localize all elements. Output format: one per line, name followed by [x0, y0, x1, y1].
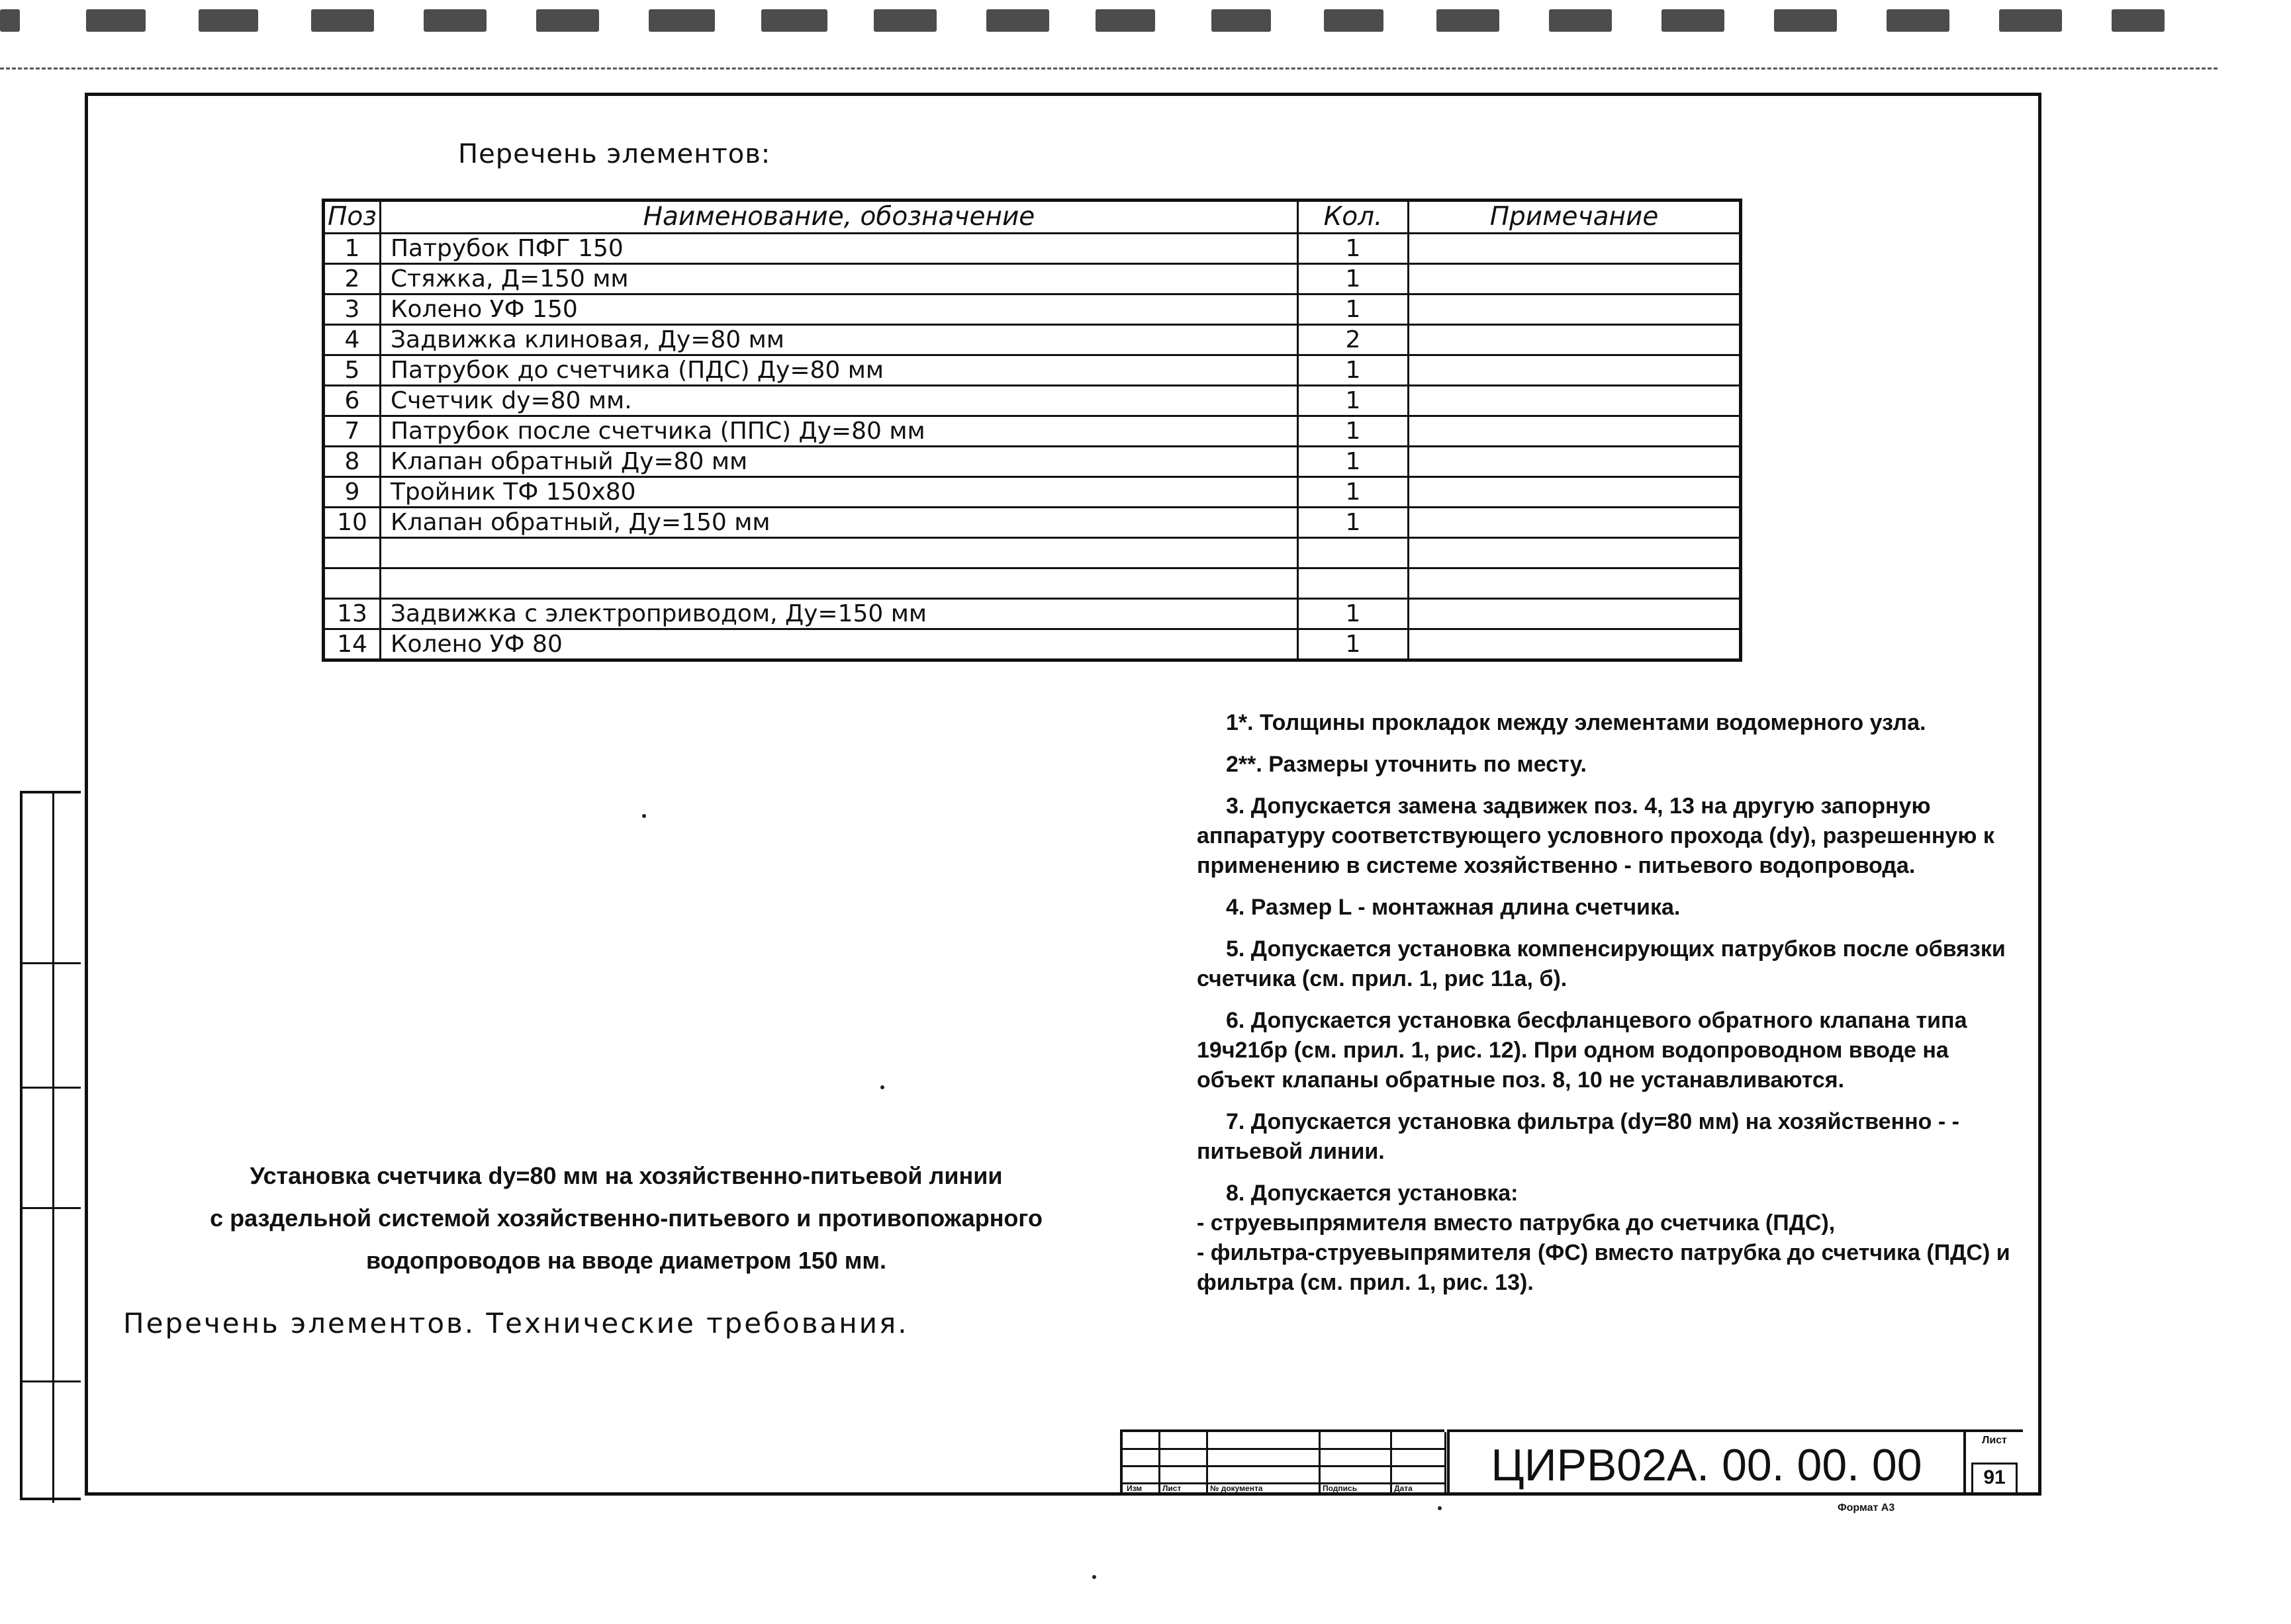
table-row: [324, 508, 1741, 538]
stamp-caption: Дата: [1394, 1484, 1413, 1493]
cell-qty: 1: [1298, 629, 1409, 660]
scan-speck: [1092, 1575, 1096, 1579]
cell-name: Задвижка с электроприводом, Ду=150 мм: [380, 599, 1297, 629]
cell-name: Клапан обратный, Ду=150 мм: [380, 508, 1297, 538]
cell-pos: 13: [324, 599, 381, 629]
cell-pos: 3: [324, 294, 381, 325]
cell-qty: [1298, 538, 1409, 568]
cell-pos: 14: [324, 629, 381, 660]
note-item: 4. Размер L - монтажная длина счетчика.: [1226, 895, 1681, 920]
column-header-name: Наименование, обозначение: [380, 201, 1297, 234]
scan-header-line: [0, 68, 2218, 69]
scan-speck: [1438, 1506, 1442, 1510]
note-item: 2**. Размеры уточнить по месту.: [1226, 752, 1587, 777]
title-line: с раздельной системой хозяйственно-питьевого и противопожарного: [210, 1204, 1043, 1232]
note-item: 7. Допускается установка фильтра (dy=80 мм) на хозяйственно - - питьевой линии.: [1197, 1109, 1959, 1164]
sheet-number-box: [1963, 1429, 2023, 1496]
cell-name: Колено УФ 80: [380, 629, 1297, 660]
scan-speck: [880, 1085, 884, 1089]
elements-table: [322, 199, 1742, 662]
stamp-caption: № документа: [1210, 1484, 1263, 1493]
cell-note: [1409, 234, 1741, 264]
cell-qty: 1: [1298, 477, 1409, 508]
cell-qty: 2: [1298, 325, 1409, 355]
cell-qty: 1: [1298, 416, 1409, 447]
cell-note: [1409, 568, 1741, 599]
cell-pos: 1: [324, 234, 381, 264]
cell-pos: 6: [324, 386, 381, 416]
note-item: - фильтра-струевыпрямителя (ФС) вместо патрубка до счетчика (ПДС) и фильтра (см. прил. 1, рис. 13).: [1197, 1240, 2010, 1295]
cell-qty: [1298, 568, 1409, 599]
binding-cell: [23, 1209, 81, 1382]
cell-pos: 5: [324, 355, 381, 386]
document-code: ЦИРВ02А. 00. 00. 00: [1447, 1429, 1963, 1496]
binding-stamp-strip: [20, 791, 81, 1500]
format-label: Формат А3: [1838, 1502, 1895, 1513]
drawing-title: [117, 1155, 1136, 1282]
cell-note: [1409, 477, 1741, 508]
cell-name: Колено УФ 150: [380, 294, 1297, 325]
cell-qty: 1: [1298, 355, 1409, 386]
binding-cell: [23, 1089, 81, 1209]
cell-pos: 2: [324, 264, 381, 294]
cell-note: [1409, 447, 1741, 477]
binding-cell: [23, 1382, 81, 1503]
table-row: [324, 416, 1741, 447]
cell-note: [1409, 416, 1741, 447]
title-stamp: [1120, 1429, 2023, 1496]
note-item: 1*. Толщины прокладок между элементами водомерного узла.: [1226, 710, 1926, 735]
cell-note: [1409, 538, 1741, 568]
note-item: 5. Допускается установка компенсирующих патрубков после обвязки счетчика (см. прил. 1, рис 11а, б).: [1197, 936, 2006, 991]
cell-qty: 1: [1298, 508, 1409, 538]
table-row: [324, 538, 1741, 568]
column-header-pos: Поз: [324, 201, 381, 234]
note-item: 8. Допускается установка:: [1226, 1181, 1519, 1206]
cell-name: Патрубок до счетчика (ПДС) Ду=80 мм: [380, 355, 1297, 386]
cell-qty: 1: [1298, 294, 1409, 325]
cell-pos: 8: [324, 447, 381, 477]
cell-qty: 1: [1298, 447, 1409, 477]
cell-name: [380, 538, 1297, 568]
cell-pos: [324, 538, 381, 568]
cell-pos: 9: [324, 477, 381, 508]
table-row: [324, 568, 1741, 599]
sheet-caption: Лист: [1982, 1435, 2007, 1446]
cell-note: [1409, 386, 1741, 416]
title-line: Установка счетчика dy=80 мм на хозяйственно-питьевой линии: [250, 1162, 1003, 1189]
cell-note: [1409, 508, 1741, 538]
table-row: [324, 355, 1741, 386]
cell-name: Патрубок ПФГ 150: [380, 234, 1297, 264]
table-row: [324, 325, 1741, 355]
table-row: [324, 294, 1741, 325]
cell-note: [1409, 264, 1741, 294]
cell-pos: 10: [324, 508, 381, 538]
note-item: 3. Допускается замена задвижек поз. 4, 13 на другую запорную аппаратуру соответствующего условного прохода (dy), разрешенную к применению в системе хозяйственно - питьевого водопровода.: [1197, 793, 1994, 878]
table-row: [324, 234, 1741, 264]
table-header-row: [324, 201, 1741, 234]
stamp-caption: Изм: [1127, 1484, 1143, 1493]
table-row: [324, 599, 1741, 629]
cell-name: [380, 568, 1297, 599]
table-row: [324, 629, 1741, 660]
list-heading: Перечень элементов:: [458, 139, 771, 169]
cell-qty: 1: [1298, 234, 1409, 264]
cell-name: Патрубок после счетчика (ППС) Ду=80 мм: [380, 416, 1297, 447]
cell-note: [1409, 294, 1741, 325]
cell-pos: [324, 568, 381, 599]
cell-qty: 1: [1298, 386, 1409, 416]
table-row: [324, 477, 1741, 508]
column-header-qty: Кол.: [1298, 201, 1409, 234]
cell-qty: 1: [1298, 264, 1409, 294]
sheet-number: 91: [1971, 1463, 2018, 1496]
revision-grid: [1120, 1429, 1444, 1496]
table-row: [324, 447, 1741, 477]
cell-name: Тройник ТФ 150х80: [380, 477, 1297, 508]
scan-header-strip: [0, 0, 2291, 73]
technical-requirements: [1197, 708, 2018, 1310]
cell-name: Счетчик dy=80 мм.: [380, 386, 1297, 416]
binding-cell: [23, 964, 81, 1089]
stamp-caption: Лист: [1162, 1484, 1182, 1493]
cell-name: Клапан обратный Ду=80 мм: [380, 447, 1297, 477]
cell-pos: 7: [324, 416, 381, 447]
table-row: [324, 264, 1741, 294]
column-header-note: Примечание: [1409, 201, 1741, 234]
cell-name: Задвижка клиновая, Ду=80 мм: [380, 325, 1297, 355]
note-item: - струевыпрямителя вместо патрубка до счетчика (ПДС),: [1197, 1210, 1836, 1236]
drawing-subtitle: Перечень элементов. Технические требования.: [123, 1307, 909, 1339]
cell-note: [1409, 599, 1741, 629]
cell-qty: 1: [1298, 599, 1409, 629]
stamp-caption: Подпись: [1323, 1484, 1358, 1493]
scan-speck: [642, 814, 646, 818]
binding-cell: [23, 793, 81, 964]
note-item: 6. Допускается установка бесфланцевого обратного клапана типа 19ч21бр (см. прил. 1, рис. 12). При одном водопроводном вводе на объект клапаны обратные поз. 8, 10 не устанавливаются.: [1197, 1008, 1967, 1093]
cell-note: [1409, 355, 1741, 386]
cell-name: Стяжка, Д=150 мм: [380, 264, 1297, 294]
cell-note: [1409, 325, 1741, 355]
title-line: водопроводов на вводе диаметром 150 мм.: [365, 1247, 887, 1274]
table-row: [324, 386, 1741, 416]
cell-pos: 4: [324, 325, 381, 355]
cell-note: [1409, 629, 1741, 660]
